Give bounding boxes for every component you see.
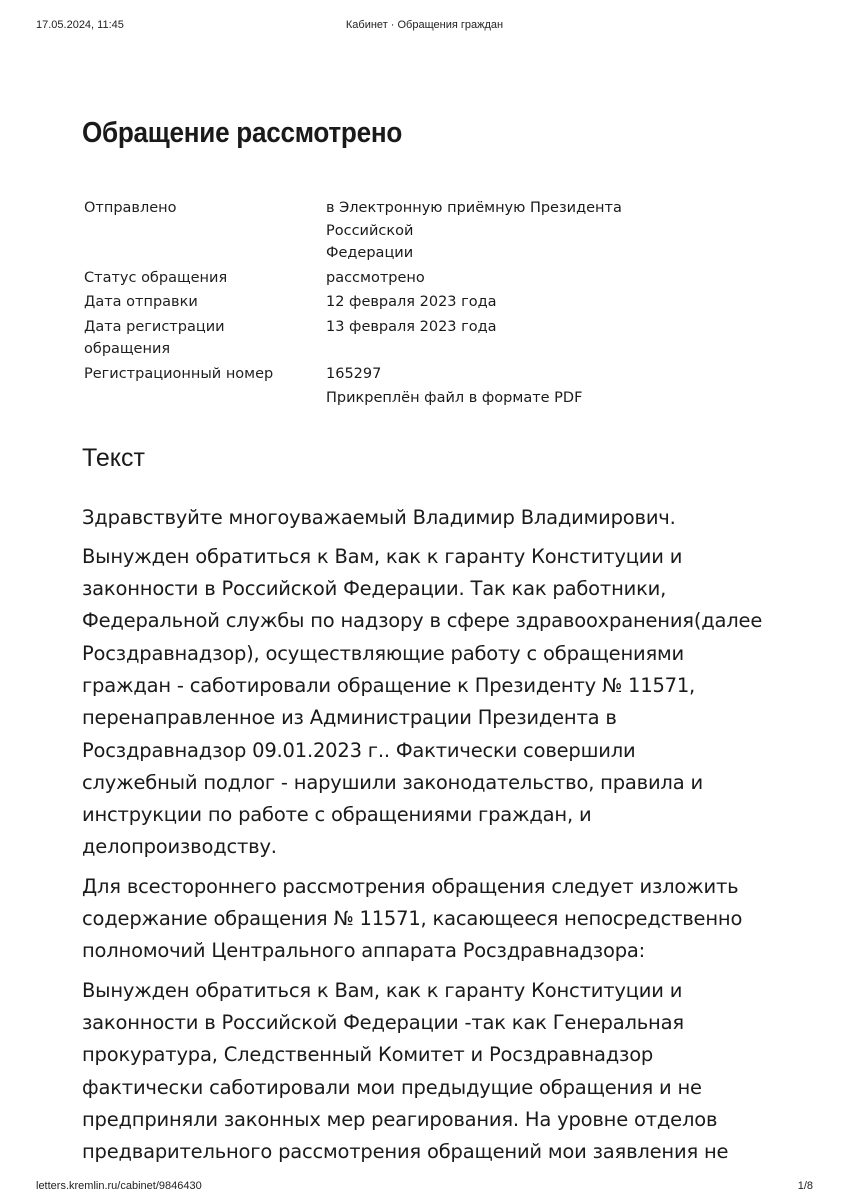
detail-value: рассмотрено bbox=[326, 269, 425, 286]
appeal-paragraph: Для всестороннего рассмотрения обращения следует изложить содержание обращения № 11571, касающееся непосредственно полномочий Центрального аппарата Росздравнадзора: bbox=[82, 874, 743, 963]
detail-row-status bbox=[82, 267, 706, 292]
appeal-paragraph: Вынужден обратиться к Вам, как к гаранту Конституции и законности в Российской Федерации. Так как работники, Федеральной службы по надзору в сфере здравоохранения(далее Росздравнадзор), осуществляющие работу с обращениями граждан - саботировали обращение к Президенту № 11571, перенаправленное из Администрации Президента в Росздравнадзор 09.01.2023 г.. Фактически совершили служебный подлог - нарушили законодательство, правила и инструкции по работе с обращениями граждан, и делопроизводству. bbox=[82, 544, 763, 859]
appeal-details-table bbox=[82, 197, 706, 412]
detail-row-sent-to bbox=[82, 197, 706, 267]
print-footer bbox=[36, 1180, 813, 1196]
detail-row-send-date bbox=[82, 291, 706, 316]
detail-label: Дата регистрации обращения bbox=[84, 318, 225, 357]
detail-label: Статус обращения bbox=[84, 269, 228, 286]
detail-row-attachment bbox=[82, 387, 706, 412]
detail-row-registration-date bbox=[82, 316, 706, 363]
detail-label bbox=[82, 387, 324, 412]
appeal-paragraph: Здравствуйте многоуважаемый Владимир Владимирович. bbox=[82, 505, 676, 529]
detail-label: Отправлено bbox=[84, 200, 177, 216]
print-page-number: 1/8 bbox=[797, 1180, 813, 1192]
detail-value: в Электронную приёмную Президента Российской Федерации bbox=[326, 200, 622, 261]
print-url: letters.kremlin.ru/cabinet/9846430 bbox=[36, 1180, 202, 1192]
print-datetime: 17.05.2024, 11:45 bbox=[36, 19, 124, 31]
print-page-title: Кабинет · Обращения граждан bbox=[345, 19, 504, 31]
section-title-text: Текст bbox=[82, 443, 145, 472]
detail-label: Регистрационный номер bbox=[84, 365, 274, 382]
page-title: Обращение рассмотрено bbox=[82, 117, 403, 149]
appeal-text bbox=[82, 502, 772, 1169]
appeal-paragraph: Вынужден обратиться к Вам, как к гаранту Конституции и законности в Российской Федерации -так как Генеральная прокуратура, Следственный Комитет и Росздравнадзор фактически саботировали мои предыдущие обращения и не предприняли законных мер реагирования. На уровне отделов предварительного рассмотрения обращений мои заявления не bbox=[82, 978, 729, 1164]
detail-label: Дата отправки bbox=[84, 294, 198, 310]
detail-value: 165297 bbox=[326, 365, 382, 382]
print-header bbox=[36, 19, 813, 35]
attachment-note: Прикреплён файл в формате PDF bbox=[326, 390, 583, 406]
detail-value: 12 февраля 2023 года bbox=[326, 294, 497, 310]
detail-value: 13 февраля 2023 года bbox=[326, 318, 497, 335]
detail-row-registration-number bbox=[82, 363, 706, 388]
appeal-content bbox=[82, 111, 772, 1175]
